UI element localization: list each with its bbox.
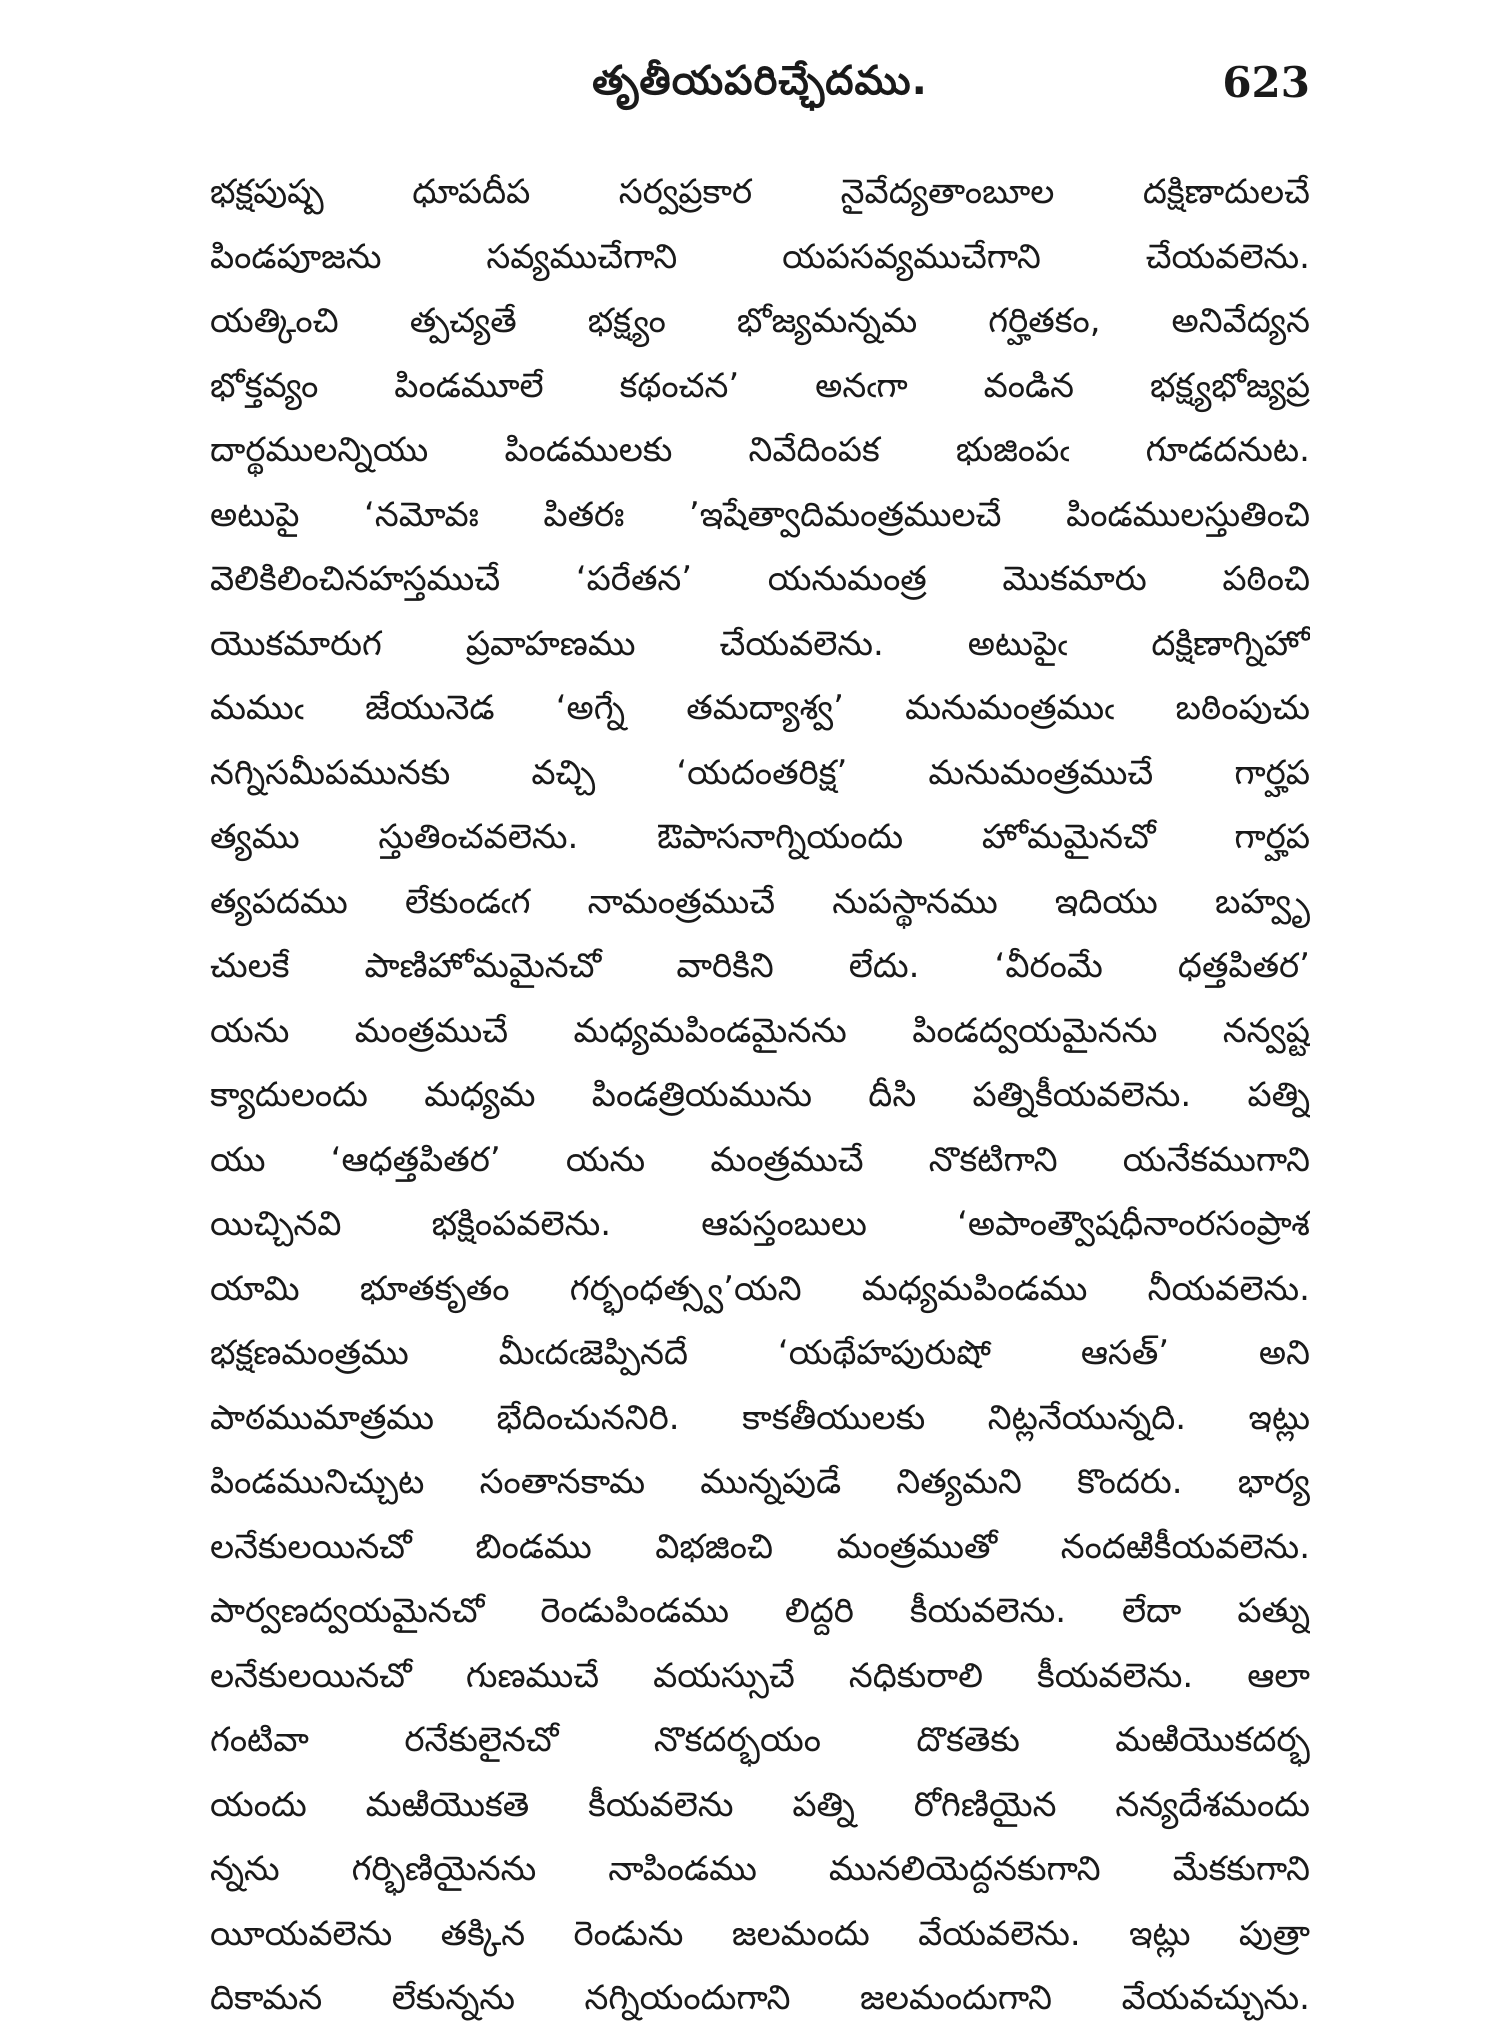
text-line: యత్కించి త్పచ్యతే భక్ష్యం భోజ్యమన్నమ గర్హితకం, అనివేద్యన xyxy=(210,301,1310,341)
text-line: యను మంత్రముచే మధ్యమపిండమైనను పిండద్వయమైనను నన్వష్ట xyxy=(210,1010,1310,1051)
body-paragraph xyxy=(210,160,1310,2031)
text-line: దార్థములన్నియు పిండములకు నివేదింపక భుజింపఁ గూడదనుట. xyxy=(210,430,1310,470)
text-line: నగ్నిసమీపమునకు వచ్చి ‘యదంతరిక్ష’ మనుమంత్రముచే గార్హప xyxy=(210,752,1310,793)
text-line: యొకమారుగ ప్రవాహణము చేయవలెను. అటుపైఁ దక్షిణాగ్నిహో xyxy=(210,623,1310,664)
text-line: భక్షణమంత్రము మీఁదఁజెప్పినదే ‘యథేహపురుషో ఆసత్’ అని xyxy=(210,1333,1310,1373)
text-line: దికామన లేకున్నను నగ్నియందుగాని జలమందుగాని వేయవచ్చును. xyxy=(210,1978,1310,2018)
text-line: పాఠముమాత్రము భేదించుననిరి. కాకతీయులకు నిట్లనేయున్నది. ఇట్లు xyxy=(210,1397,1310,1438)
text-line: పిండమునిచ్చుట సంతానకామ మున్నపుడే నిత్యమని కొందరు. భార్య xyxy=(210,1462,1310,1502)
text-line: క్యాదులందు మధ్యమ పిండత్రియమును దీసి పత్నికీయవలెను. పత్ని xyxy=(210,1075,1310,1115)
text-line: త్యపదము లేకుండఁగ నామంత్రముచే నుపస్థానము ఇదియు బహ్వృ xyxy=(210,881,1310,922)
text-line: అటుపై ‘నమోవః పితరః ’ఇషేత్వాదిమంత్రములచే పిండములస్తుతించి xyxy=(210,494,1310,535)
text-line: గంటివా రనేకులైనచో నొకదర్భయం దొకతెకు మఱియొకదర్భ xyxy=(210,1720,1310,1760)
text-line: యీయవలెను తక్కిన రెండును జలమందు వేయవలెను. ఇట్లు పుత్రా xyxy=(210,1913,1310,1954)
text-line: మముఁ జేయునెడ ‘అగ్నే తమద్యాశ్వ’ మనుమంత్రముఁ బఠింపుచు xyxy=(210,688,1310,728)
text-line: వెలికిలించినహస్తముచే ‘పరేతన’ యనుమంత్ర మొకమారు పఠించి xyxy=(210,559,1310,599)
text-line: భక్షపుష్ప ధూపదీప సర్వప్రకార నైవేద్యతాంబూల దక్షిణాదులచే xyxy=(210,172,1310,212)
text-line: యందు మఱియొకతె కీయవలెను పత్ని రోగిణియైన నన్యదేశమందు xyxy=(210,1784,1310,1825)
text-line: యిచ్చినవి భక్షింపవలెను. ఆపస్తంబులు ‘అపాంత్వౌషధీనాంరసంప్రాశ xyxy=(210,1204,1310,1244)
running-header xyxy=(210,58,1310,118)
text-line: చులకే పాణిహోమమైనచో వారికిని లేదు. ‘వీరంమే ధత్తపితర’ xyxy=(210,946,1310,986)
page-number: 623 xyxy=(1222,58,1310,107)
text-line: త్యము స్తుతించవలెను. ఔపాసనాగ్నియందు హోమమైనచో గార్హప xyxy=(210,817,1310,857)
text-line: యు ‘ఆధత్తపితర’ యను మంత్రముచే నొకటిగాని యనేకముగాని xyxy=(210,1139,1310,1180)
text-line: యామి భూతకృతం గర్భంధత్స్వ’యని మధ్యమపిండము నీయవలెను. xyxy=(210,1268,1310,1309)
text-line: లనేకులయినచో బిండము విభజించి మంత్రముతో నందఱికీయవలెను. xyxy=(210,1526,1310,1567)
text-line: భోక్తవ్యం పిండమూలే కథంచన’ అనఁగా వండిన భక్ష్యభోజ్యప్ర xyxy=(210,365,1310,406)
text-line: న్నను గర్భిణియైనను నాపిండము మునలియెద్దనకుగాని మేకకుగాని xyxy=(210,1849,1310,1889)
text-line: లనేకులయినచో గుణముచే వయస్సుచే నధికురాలి కీయవలెను. ఆలా xyxy=(210,1655,1310,1696)
text-line: పార్వణద్వయమైనచో రెండుపిండము లిద్దరి కీయవలెను. లేదా పత్ను xyxy=(210,1591,1310,1631)
chapter-title: తృతీయపరిచ్ఛేదము. xyxy=(592,58,928,104)
text-line: పిండపూజను సవ్యముచేగాని యపసవ్యముచేగాని చేయవలెను. xyxy=(210,236,1310,277)
